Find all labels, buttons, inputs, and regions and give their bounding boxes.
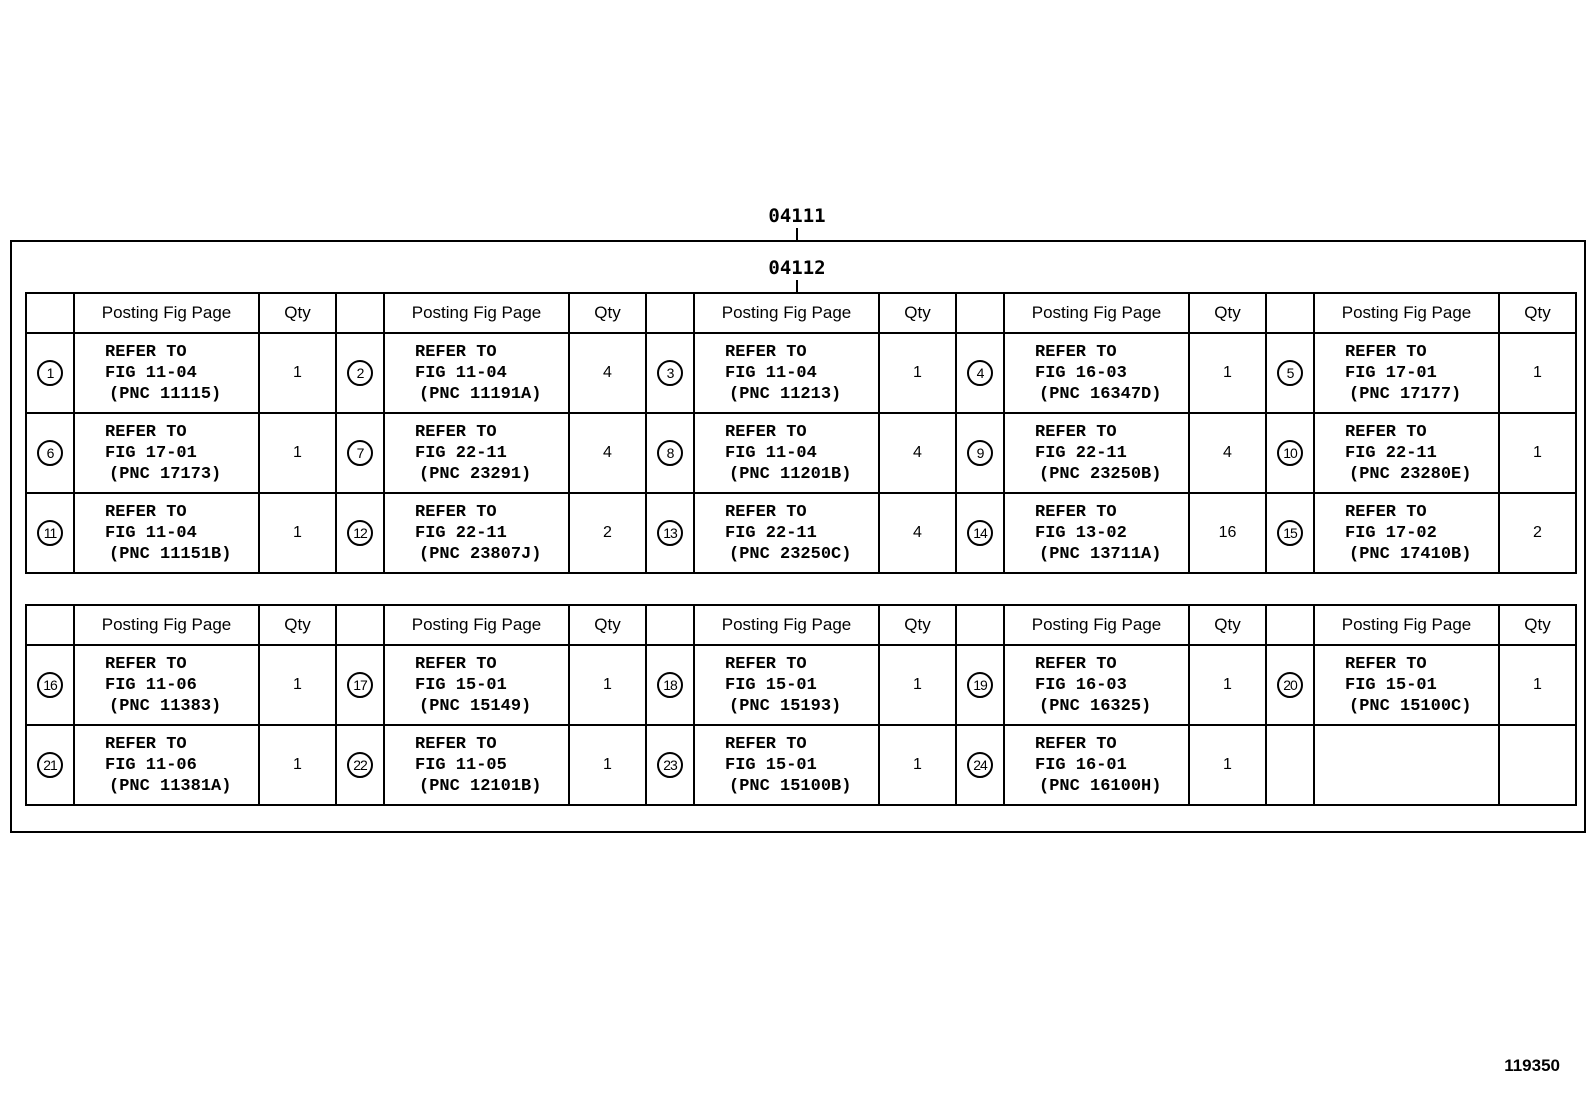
header-posting-fig-page: Posting Fig Page bbox=[1314, 293, 1499, 333]
fig-page-text: FIG 16-01 bbox=[1035, 755, 1127, 775]
header-qty: Qty bbox=[1189, 605, 1266, 645]
table-row bbox=[26, 493, 1576, 573]
reference-cell bbox=[694, 645, 879, 725]
pnc-text: (PNC 17177) bbox=[1349, 384, 1462, 404]
outer-assembly-label: 04111 bbox=[768, 205, 826, 227]
header-qty: Qty bbox=[259, 293, 336, 333]
header-posting-fig-page: Posting Fig Page bbox=[384, 293, 569, 333]
header-number-cell bbox=[646, 605, 694, 645]
item-number-cell bbox=[1266, 725, 1314, 805]
pnc-text: (PNC 11383) bbox=[109, 696, 222, 716]
header-posting-fig-page: Posting Fig Page bbox=[1004, 605, 1189, 645]
qty-cell: 1 bbox=[1189, 333, 1266, 413]
header-posting-fig-page: Posting Fig Page bbox=[1004, 293, 1189, 333]
table-row bbox=[26, 725, 1576, 805]
fig-page-text: FIG 11-06 bbox=[105, 755, 197, 775]
qty-cell: 1 bbox=[259, 333, 336, 413]
refer-to-text: REFER TO bbox=[1035, 734, 1117, 754]
reference-cell bbox=[384, 413, 569, 493]
item-number-circle: 7 bbox=[347, 440, 373, 466]
item-number-cell bbox=[956, 413, 1004, 493]
refer-to-text: REFER TO bbox=[415, 422, 497, 442]
pnc-text: (PNC 11213) bbox=[729, 384, 842, 404]
item-number-circle: 13 bbox=[657, 520, 683, 546]
refer-to-text: REFER TO bbox=[105, 734, 187, 754]
refer-to-text: REFER TO bbox=[725, 502, 807, 522]
fig-page-text: FIG 22-11 bbox=[1345, 443, 1437, 463]
table-row bbox=[26, 413, 1576, 493]
qty-cell: 4 bbox=[1189, 413, 1266, 493]
pnc-text: (PNC 15193) bbox=[729, 696, 842, 716]
header-number-cell bbox=[26, 293, 74, 333]
item-number-cell bbox=[956, 725, 1004, 805]
header-number-cell bbox=[26, 605, 74, 645]
qty-cell: 4 bbox=[879, 493, 956, 573]
reference-cell bbox=[384, 493, 569, 573]
refer-to-text: REFER TO bbox=[105, 422, 187, 442]
qty-cell: 1 bbox=[259, 413, 336, 493]
pnc-text: (PNC 15100B) bbox=[729, 776, 852, 796]
header-number-cell bbox=[956, 605, 1004, 645]
qty-cell: 16 bbox=[1189, 493, 1266, 573]
reference-cell bbox=[1004, 413, 1189, 493]
header-qty: Qty bbox=[1499, 605, 1576, 645]
item-number-circle: 17 bbox=[347, 672, 373, 698]
qty-cell: 4 bbox=[879, 413, 956, 493]
item-number-cell bbox=[26, 725, 74, 805]
reference-cell bbox=[694, 493, 879, 573]
fig-page-text: FIG 11-04 bbox=[105, 523, 197, 543]
item-number-circle: 3 bbox=[657, 360, 683, 386]
parts-table-1 bbox=[25, 292, 1577, 574]
refer-to-text: REFER TO bbox=[1345, 342, 1427, 362]
qty-cell: 1 bbox=[879, 645, 956, 725]
outer-leader-line bbox=[796, 228, 798, 240]
qty-cell: 1 bbox=[569, 725, 646, 805]
fig-page-text: FIG 11-05 bbox=[415, 755, 507, 775]
fig-page-text: FIG 16-03 bbox=[1035, 675, 1127, 695]
table-row bbox=[26, 333, 1576, 413]
pnc-text: (PNC 15100C) bbox=[1349, 696, 1472, 716]
header-qty: Qty bbox=[879, 605, 956, 645]
header-number-cell bbox=[956, 293, 1004, 333]
item-number-circle: 2 bbox=[347, 360, 373, 386]
qty-cell: 1 bbox=[259, 493, 336, 573]
refer-to-text: REFER TO bbox=[1035, 502, 1117, 522]
header-row bbox=[26, 293, 1576, 333]
reference-cell bbox=[74, 493, 259, 573]
refer-to-text: REFER TO bbox=[725, 734, 807, 754]
item-number-cell bbox=[956, 493, 1004, 573]
figure-id: 119350 bbox=[1504, 1056, 1560, 1075]
reference-cell bbox=[694, 725, 879, 805]
header-posting-fig-page: Posting Fig Page bbox=[74, 605, 259, 645]
item-number-cell bbox=[336, 413, 384, 493]
fig-page-text: FIG 22-11 bbox=[415, 523, 507, 543]
item-number-cell bbox=[26, 333, 74, 413]
table-row bbox=[26, 645, 1576, 725]
parts-table-2 bbox=[25, 604, 1577, 806]
item-number-circle: 16 bbox=[37, 672, 63, 698]
pnc-text: (PNC 16100H) bbox=[1039, 776, 1162, 796]
item-number-cell bbox=[646, 333, 694, 413]
qty-cell: 4 bbox=[569, 333, 646, 413]
pnc-text: (PNC 23280E) bbox=[1349, 464, 1472, 484]
item-number-cell bbox=[336, 493, 384, 573]
inner-assembly-label: 04112 bbox=[768, 257, 826, 279]
pnc-text: (PNC 11151B) bbox=[109, 544, 232, 564]
pnc-text: (PNC 13711A) bbox=[1039, 544, 1162, 564]
item-number-cell bbox=[956, 333, 1004, 413]
header-qty: Qty bbox=[259, 605, 336, 645]
header-posting-fig-page: Posting Fig Page bbox=[694, 293, 879, 333]
pnc-text: (PNC 16347D) bbox=[1039, 384, 1162, 404]
item-number-circle: 11 bbox=[37, 520, 63, 546]
refer-to-text: REFER TO bbox=[415, 654, 497, 674]
fig-page-text: FIG 22-11 bbox=[415, 443, 507, 463]
item-number-circle: 22 bbox=[347, 752, 373, 778]
item-number-cell bbox=[956, 645, 1004, 725]
refer-to-text: REFER TO bbox=[1035, 422, 1117, 442]
reference-cell bbox=[694, 333, 879, 413]
fig-page-text: FIG 17-01 bbox=[105, 443, 197, 463]
reference-cell bbox=[1004, 725, 1189, 805]
item-number-cell bbox=[26, 493, 74, 573]
header-qty: Qty bbox=[879, 293, 956, 333]
item-number-cell bbox=[646, 493, 694, 573]
reference-cell bbox=[1004, 333, 1189, 413]
fig-page-text: FIG 15-01 bbox=[1345, 675, 1437, 695]
reference-cell bbox=[1314, 413, 1499, 493]
reference-cell bbox=[1314, 333, 1499, 413]
qty-cell: 1 bbox=[1499, 413, 1576, 493]
item-number-cell bbox=[1266, 413, 1314, 493]
item-number-circle: 20 bbox=[1277, 672, 1303, 698]
reference-cell bbox=[384, 333, 569, 413]
pnc-text: (PNC 15149) bbox=[419, 696, 532, 716]
refer-to-text: REFER TO bbox=[415, 734, 497, 754]
refer-to-text: REFER TO bbox=[415, 502, 497, 522]
header-qty: Qty bbox=[1189, 293, 1266, 333]
pnc-text: (PNC 23250C) bbox=[729, 544, 852, 564]
item-number-circle: 24 bbox=[967, 752, 993, 778]
item-number-circle: 18 bbox=[657, 672, 683, 698]
fig-page-text: FIG 11-04 bbox=[105, 363, 197, 383]
refer-to-text: REFER TO bbox=[725, 654, 807, 674]
qty-cell: 1 bbox=[879, 725, 956, 805]
qty-cell: 1 bbox=[1499, 333, 1576, 413]
fig-page-text: FIG 11-04 bbox=[725, 363, 817, 383]
pnc-text: (PNC 16325) bbox=[1039, 696, 1152, 716]
header-number-cell bbox=[1266, 605, 1314, 645]
item-number-circle: 10 bbox=[1277, 440, 1303, 466]
fig-page-text: FIG 13-02 bbox=[1035, 523, 1127, 543]
item-number-circle: 5 bbox=[1277, 360, 1303, 386]
qty-cell: 2 bbox=[1499, 493, 1576, 573]
fig-page-text: FIG 11-06 bbox=[105, 675, 197, 695]
item-number-cell bbox=[646, 725, 694, 805]
fig-page-text: FIG 16-03 bbox=[1035, 363, 1127, 383]
reference-cell bbox=[384, 645, 569, 725]
qty-cell: 1 bbox=[1189, 645, 1266, 725]
fig-page-text: FIG 17-01 bbox=[1345, 363, 1437, 383]
pnc-text: (PNC 11201B) bbox=[729, 464, 852, 484]
refer-to-text: REFER TO bbox=[1345, 422, 1427, 442]
pnc-text: (PNC 17173) bbox=[109, 464, 222, 484]
item-number-circle: 12 bbox=[347, 520, 373, 546]
item-number-circle: 15 bbox=[1277, 520, 1303, 546]
item-number-circle: 8 bbox=[657, 440, 683, 466]
reference-cell bbox=[74, 413, 259, 493]
header-number-cell bbox=[646, 293, 694, 333]
item-number-circle: 14 bbox=[967, 520, 993, 546]
refer-to-text: REFER TO bbox=[725, 422, 807, 442]
item-number-cell bbox=[1266, 333, 1314, 413]
refer-to-text: REFER TO bbox=[1345, 654, 1427, 674]
pnc-text: (PNC 11191A) bbox=[419, 384, 542, 404]
header-posting-fig-page: Posting Fig Page bbox=[1314, 605, 1499, 645]
reference-cell bbox=[384, 725, 569, 805]
item-number-circle: 1 bbox=[37, 360, 63, 386]
header-posting-fig-page: Posting Fig Page bbox=[694, 605, 879, 645]
reference-cell bbox=[1314, 493, 1499, 573]
item-number-cell bbox=[336, 725, 384, 805]
refer-to-text: REFER TO bbox=[725, 342, 807, 362]
pnc-text: (PNC 11115) bbox=[109, 384, 222, 404]
pnc-text: (PNC 23250B) bbox=[1039, 464, 1162, 484]
reference-cell bbox=[74, 725, 259, 805]
refer-to-text: REFER TO bbox=[105, 654, 187, 674]
refer-to-text: REFER TO bbox=[1035, 342, 1117, 362]
qty-cell: 1 bbox=[259, 645, 336, 725]
reference-cell bbox=[1314, 725, 1499, 805]
fig-page-text: FIG 15-01 bbox=[725, 755, 817, 775]
item-number-circle: 9 bbox=[967, 440, 993, 466]
qty-cell: 2 bbox=[569, 493, 646, 573]
refer-to-text: REFER TO bbox=[105, 342, 187, 362]
reference-cell bbox=[74, 333, 259, 413]
qty-cell: 1 bbox=[1499, 645, 1576, 725]
fig-page-text: FIG 22-11 bbox=[725, 523, 817, 543]
item-number-circle: 4 bbox=[967, 360, 993, 386]
item-number-cell bbox=[646, 645, 694, 725]
qty-cell: 4 bbox=[569, 413, 646, 493]
pnc-text: (PNC 23291) bbox=[419, 464, 532, 484]
item-number-cell bbox=[1266, 493, 1314, 573]
pnc-text: (PNC 23807J) bbox=[419, 544, 542, 564]
header-qty: Qty bbox=[569, 293, 646, 333]
qty-cell: 1 bbox=[569, 645, 646, 725]
fig-page-text: FIG 11-04 bbox=[415, 363, 507, 383]
refer-to-text: REFER TO bbox=[105, 502, 187, 522]
header-number-cell bbox=[336, 605, 384, 645]
item-number-circle: 6 bbox=[37, 440, 63, 466]
item-number-cell bbox=[646, 413, 694, 493]
qty-cell: 1 bbox=[259, 725, 336, 805]
pnc-text: (PNC 11381A) bbox=[109, 776, 232, 796]
header-posting-fig-page: Posting Fig Page bbox=[384, 605, 569, 645]
item-number-cell bbox=[26, 645, 74, 725]
header-number-cell bbox=[1266, 293, 1314, 333]
pnc-text: (PNC 12101B) bbox=[419, 776, 542, 796]
reference-cell bbox=[1004, 493, 1189, 573]
item-number-cell bbox=[26, 413, 74, 493]
header-posting-fig-page: Posting Fig Page bbox=[74, 293, 259, 333]
fig-page-text: FIG 15-01 bbox=[415, 675, 507, 695]
item-number-circle: 23 bbox=[657, 752, 683, 778]
item-number-cell bbox=[1266, 645, 1314, 725]
reference-cell bbox=[694, 413, 879, 493]
header-number-cell bbox=[336, 293, 384, 333]
header-qty: Qty bbox=[1499, 293, 1576, 333]
reference-cell bbox=[1004, 645, 1189, 725]
refer-to-text: REFER TO bbox=[1345, 502, 1427, 522]
refer-to-text: REFER TO bbox=[415, 342, 497, 362]
qty-cell: 1 bbox=[879, 333, 956, 413]
reference-cell bbox=[74, 645, 259, 725]
qty-cell: 1 bbox=[1189, 725, 1266, 805]
fig-page-text: FIG 22-11 bbox=[1035, 443, 1127, 463]
fig-page-text: FIG 17-02 bbox=[1345, 523, 1437, 543]
header-row bbox=[26, 605, 1576, 645]
fig-page-text: FIG 15-01 bbox=[725, 675, 817, 695]
fig-page-text: FIG 11-04 bbox=[725, 443, 817, 463]
item-number-cell bbox=[336, 333, 384, 413]
pnc-text: (PNC 17410B) bbox=[1349, 544, 1472, 564]
refer-to-text: REFER TO bbox=[1035, 654, 1117, 674]
item-number-cell bbox=[336, 645, 384, 725]
item-number-circle: 19 bbox=[967, 672, 993, 698]
qty-cell bbox=[1499, 725, 1576, 805]
item-number-circle: 21 bbox=[37, 752, 63, 778]
reference-cell bbox=[1314, 645, 1499, 725]
header-qty: Qty bbox=[569, 605, 646, 645]
inner-leader-line bbox=[796, 280, 798, 292]
